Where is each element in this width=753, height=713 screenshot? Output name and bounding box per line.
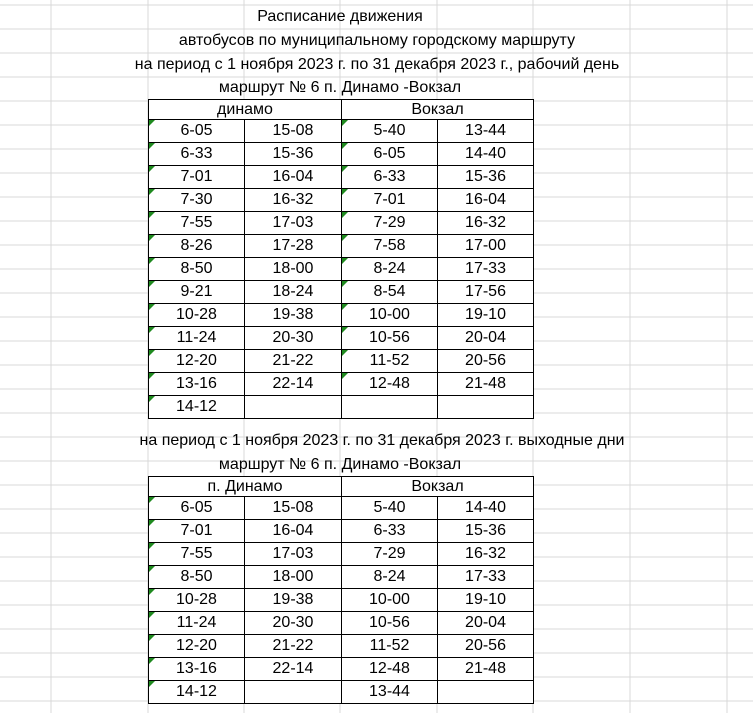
weekend-time-cell[interactable]: 15-36 bbox=[438, 520, 534, 543]
weekday-time-cell[interactable]: 6-33 bbox=[342, 166, 438, 189]
weekend-time-cell[interactable]: 19-10 bbox=[438, 589, 534, 612]
weekday-route: маршрут № 6 п. Динамо -Вокзал bbox=[218, 79, 462, 96]
weekday-time-cell[interactable]: 20-30 bbox=[245, 327, 342, 350]
weekday-time-cell[interactable] bbox=[342, 396, 438, 419]
weekday-time-cell[interactable]: 15-36 bbox=[245, 143, 342, 166]
weekend-time-cell[interactable]: 14-40 bbox=[438, 497, 534, 520]
weekday-time-cell[interactable] bbox=[438, 396, 534, 419]
weekend-time-cell[interactable]: 7-01 bbox=[149, 520, 245, 543]
weekday-time-cell[interactable]: 11-24 bbox=[149, 327, 245, 350]
weekday-time-cell[interactable]: 6-05 bbox=[342, 143, 438, 166]
weekend-time-cell[interactable]: 7-29 bbox=[342, 543, 438, 566]
schedule-title: Расписание движения bbox=[257, 8, 423, 25]
weekend-time-cell[interactable]: 21-22 bbox=[245, 635, 342, 658]
weekend-time-cell[interactable]: 17-03 bbox=[245, 543, 342, 566]
weekend-time-cell[interactable] bbox=[438, 681, 534, 704]
weekday-time-cell[interactable]: 17-00 bbox=[438, 235, 534, 258]
weekend-time-cell[interactable]: 16-32 bbox=[438, 543, 534, 566]
weekday-time-cell[interactable]: 17-28 bbox=[245, 235, 342, 258]
weekday-time-cell[interactable]: 17-03 bbox=[245, 212, 342, 235]
weekday-time-cell[interactable]: 16-04 bbox=[438, 189, 534, 212]
weekend-time-cell[interactable]: 10-28 bbox=[149, 589, 245, 612]
weekday-time-cell[interactable]: 7-30 bbox=[149, 189, 245, 212]
weekday-time-cell[interactable]: 14-12 bbox=[149, 396, 245, 419]
weekday-time-cell[interactable]: 10-28 bbox=[149, 304, 245, 327]
weekday-row bbox=[149, 396, 534, 419]
weekend-time-cell[interactable]: 5-40 bbox=[342, 497, 438, 520]
weekday-time-cell[interactable]: 7-55 bbox=[149, 212, 245, 235]
weekend-route: маршрут № 6 п. Динамо -Вокзал bbox=[218, 456, 462, 473]
weekday-time-cell[interactable]: 8-26 bbox=[149, 235, 245, 258]
weekday-time-cell[interactable]: 7-58 bbox=[342, 235, 438, 258]
weekday-time-cell[interactable]: 21-48 bbox=[438, 373, 534, 396]
weekend-row bbox=[149, 543, 534, 566]
weekday-time-cell[interactable]: 19-10 bbox=[438, 304, 534, 327]
weekend-row bbox=[149, 520, 534, 543]
weekend-time-cell[interactable]: 10-00 bbox=[342, 589, 438, 612]
weekend-time-cell[interactable]: 20-56 bbox=[438, 635, 534, 658]
weekday-time-cell[interactable]: 7-29 bbox=[342, 212, 438, 235]
weekday-row bbox=[149, 189, 534, 212]
weekday-time-cell[interactable]: 14-40 bbox=[438, 143, 534, 166]
weekend-header-dinamo[interactable]: п. Динамо bbox=[149, 477, 342, 497]
weekday-time-cell[interactable]: 17-33 bbox=[438, 258, 534, 281]
weekend-row bbox=[149, 635, 534, 658]
weekend-time-cell[interactable]: 21-48 bbox=[438, 658, 534, 681]
weekend-time-cell[interactable]: 19-38 bbox=[245, 589, 342, 612]
weekday-time-cell[interactable]: 8-50 bbox=[149, 258, 245, 281]
weekend-time-cell[interactable]: 16-04 bbox=[245, 520, 342, 543]
weekend-time-cell[interactable]: 10-56 bbox=[342, 612, 438, 635]
weekend-header-vokzal[interactable]: Вокзал bbox=[342, 477, 534, 497]
weekday-time-cell[interactable]: 6-33 bbox=[149, 143, 245, 166]
weekend-time-cell[interactable]: 12-48 bbox=[342, 658, 438, 681]
weekday-time-cell[interactable]: 18-24 bbox=[245, 281, 342, 304]
weekday-time-cell[interactable] bbox=[245, 396, 342, 419]
weekday-header-vokzal[interactable]: Вокзал bbox=[342, 100, 534, 120]
weekday-row bbox=[149, 143, 534, 166]
weekday-time-cell[interactable]: 17-56 bbox=[438, 281, 534, 304]
weekday-time-cell[interactable]: 12-20 bbox=[149, 350, 245, 373]
weekday-time-cell[interactable]: 21-22 bbox=[245, 350, 342, 373]
weekend-time-cell[interactable]: 20-04 bbox=[438, 612, 534, 635]
weekday-time-cell[interactable]: 7-01 bbox=[149, 166, 245, 189]
weekday-time-cell[interactable]: 19-38 bbox=[245, 304, 342, 327]
weekend-time-cell[interactable]: 13-16 bbox=[149, 658, 245, 681]
weekday-time-cell[interactable]: 20-56 bbox=[438, 350, 534, 373]
weekend-time-cell[interactable]: 7-55 bbox=[149, 543, 245, 566]
weekend-time-cell[interactable]: 6-33 bbox=[342, 520, 438, 543]
weekday-row bbox=[149, 212, 534, 235]
weekend-row bbox=[149, 566, 534, 589]
weekday-row bbox=[149, 258, 534, 281]
weekend-time-cell[interactable]: 8-24 bbox=[342, 566, 438, 589]
weekday-time-cell[interactable]: 8-54 bbox=[342, 281, 438, 304]
weekend-time-cell[interactable]: 18-00 bbox=[245, 566, 342, 589]
weekend-time-cell[interactable]: 22-14 bbox=[245, 658, 342, 681]
weekend-time-cell[interactable]: 13-44 bbox=[342, 681, 438, 704]
weekday-time-cell[interactable]: 15-36 bbox=[438, 166, 534, 189]
weekend-period: на период с 1 ноября 2023 г. по 31 декабря 2023 г. выходные дни bbox=[139, 432, 625, 449]
weekday-timetable bbox=[148, 99, 534, 419]
weekday-row bbox=[149, 304, 534, 327]
weekday-time-cell[interactable]: 16-04 bbox=[245, 166, 342, 189]
weekday-row bbox=[149, 373, 534, 396]
weekend-time-cell[interactable]: 14-12 bbox=[149, 681, 245, 704]
weekday-row bbox=[149, 281, 534, 304]
weekday-time-cell[interactable]: 8-24 bbox=[342, 258, 438, 281]
weekend-row bbox=[149, 681, 534, 704]
weekday-time-cell[interactable]: 12-48 bbox=[342, 373, 438, 396]
weekend-time-cell[interactable]: 11-52 bbox=[342, 635, 438, 658]
weekday-time-cell[interactable]: 11-52 bbox=[342, 350, 438, 373]
weekend-time-cell[interactable]: 17-33 bbox=[438, 566, 534, 589]
weekend-time-cell[interactable]: 15-08 bbox=[245, 497, 342, 520]
weekday-time-cell[interactable]: 16-32 bbox=[245, 189, 342, 212]
weekday-row bbox=[149, 350, 534, 373]
weekend-time-cell[interactable]: 11-24 bbox=[149, 612, 245, 635]
schedule-subtitle: автобусов по муниципальному городскому маршруту bbox=[178, 32, 576, 49]
weekend-timetable bbox=[148, 476, 534, 704]
weekday-time-cell[interactable]: 7-01 bbox=[342, 189, 438, 212]
weekday-time-cell[interactable]: 18-00 bbox=[245, 258, 342, 281]
weekday-header-dinamo[interactable]: динамо bbox=[149, 100, 342, 120]
weekday-time-cell[interactable]: 13-16 bbox=[149, 373, 245, 396]
weekday-time-cell[interactable]: 10-00 bbox=[342, 304, 438, 327]
weekend-time-cell[interactable]: 12-20 bbox=[149, 635, 245, 658]
weekend-row bbox=[149, 497, 534, 520]
weekday-time-cell[interactable]: 22-14 bbox=[245, 373, 342, 396]
weekday-time-cell[interactable]: 10-56 bbox=[342, 327, 438, 350]
weekend-row bbox=[149, 658, 534, 681]
weekend-time-cell[interactable]: 8-50 bbox=[149, 566, 245, 589]
weekday-row bbox=[149, 120, 534, 143]
weekday-period: на период с 1 ноября 2023 г. по 31 декабря 2023 г., рабочий день bbox=[134, 56, 620, 73]
weekday-time-cell[interactable]: 16-32 bbox=[438, 212, 534, 235]
weekday-row bbox=[149, 327, 534, 350]
weekday-time-cell[interactable]: 13-44 bbox=[438, 120, 534, 143]
weekday-row bbox=[149, 166, 534, 189]
weekend-time-cell[interactable]: 20-30 bbox=[245, 612, 342, 635]
weekday-row bbox=[149, 235, 534, 258]
weekday-time-cell[interactable]: 5-40 bbox=[342, 120, 438, 143]
weekend-row bbox=[149, 589, 534, 612]
weekday-time-cell[interactable]: 6-05 bbox=[149, 120, 245, 143]
weekend-time-cell[interactable]: 6-05 bbox=[149, 497, 245, 520]
weekend-time-cell[interactable] bbox=[245, 681, 342, 704]
weekday-time-cell[interactable]: 9-21 bbox=[149, 281, 245, 304]
weekday-time-cell[interactable]: 15-08 bbox=[245, 120, 342, 143]
weekend-row bbox=[149, 612, 534, 635]
weekday-time-cell[interactable]: 20-04 bbox=[438, 327, 534, 350]
